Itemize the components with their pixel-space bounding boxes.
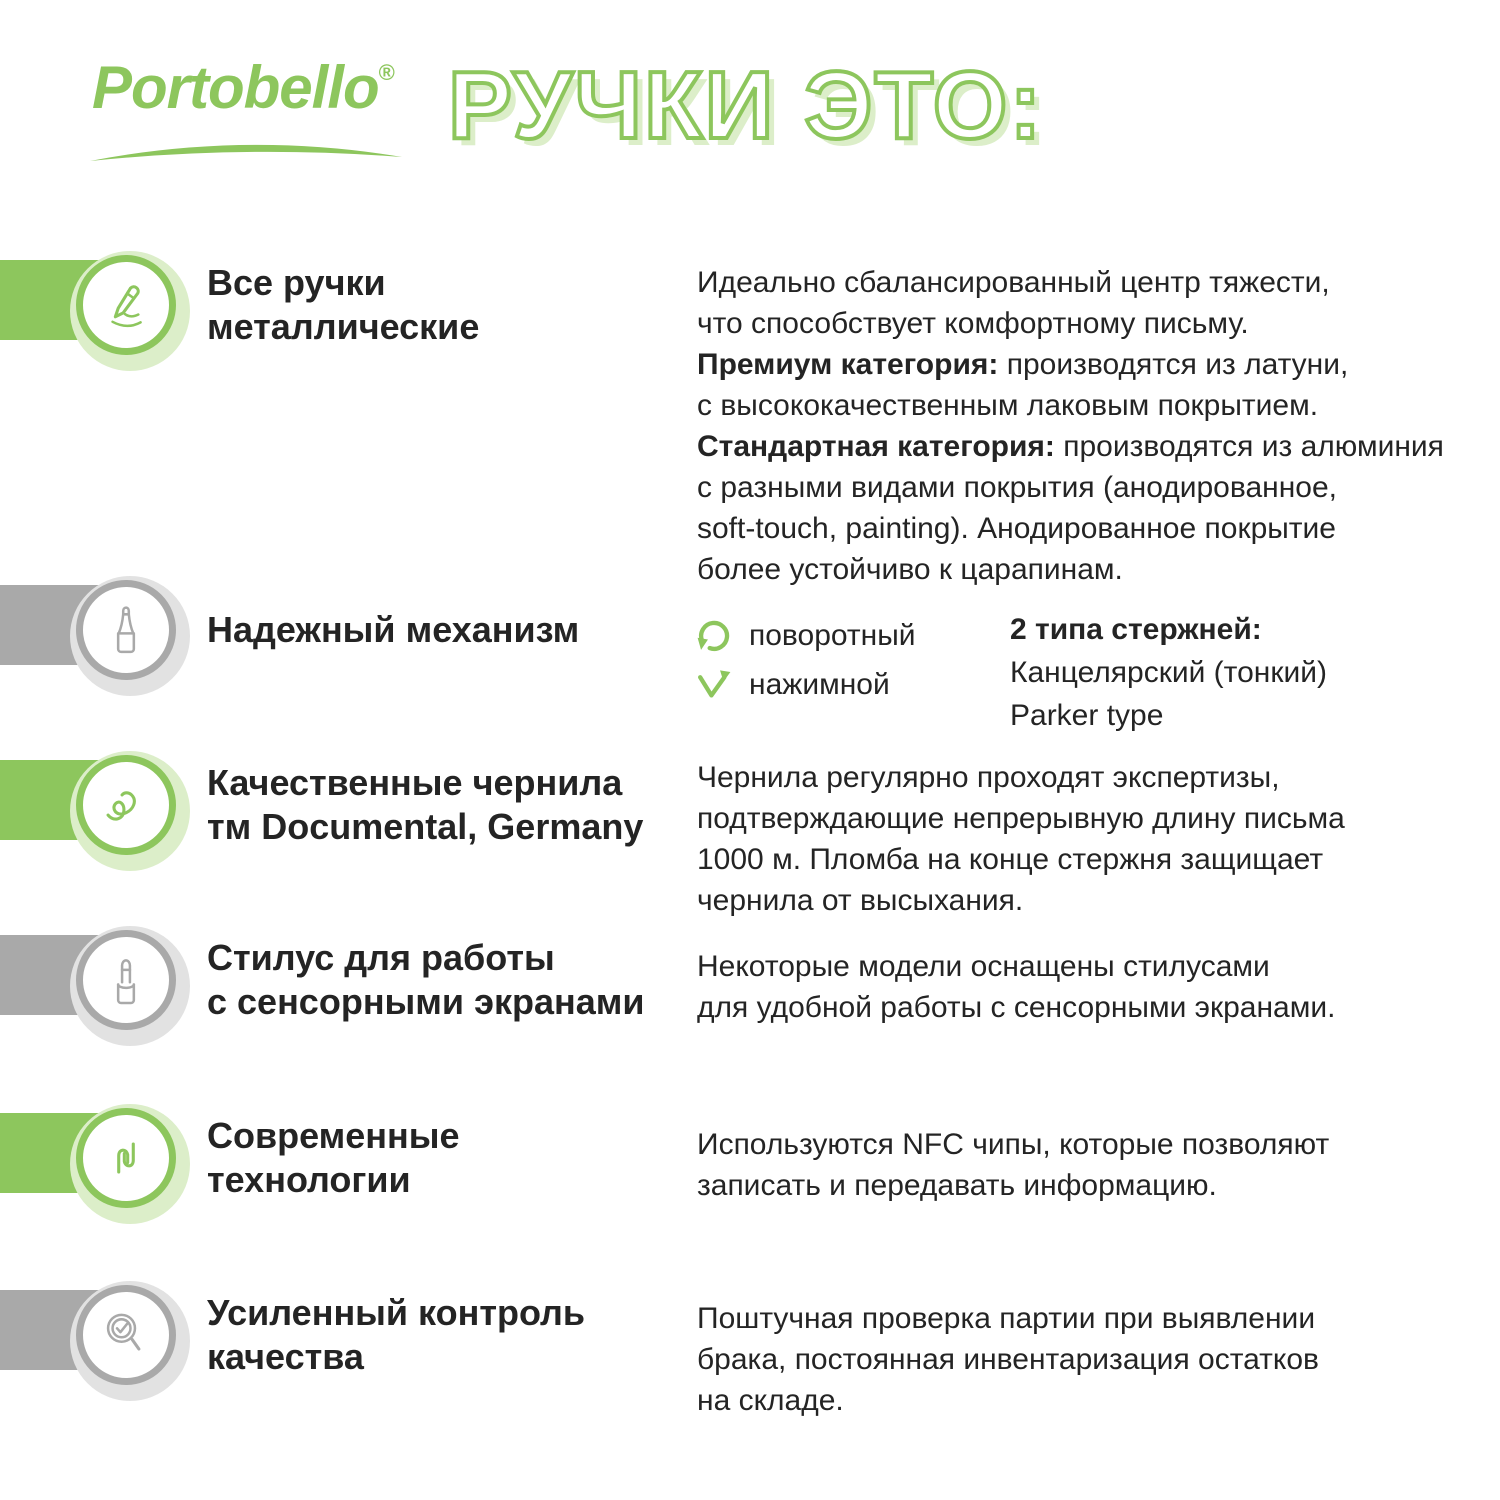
heading-line: Все ручки bbox=[207, 262, 386, 303]
feature-row-mechanism bbox=[0, 550, 1500, 732]
heading-line: технологии bbox=[207, 1159, 411, 1200]
description-line: Стандартная категория: производятся из алюминия bbox=[697, 430, 1444, 463]
feature-description bbox=[697, 946, 1335, 1028]
page-title: РУЧКИ ЭТО: bbox=[448, 52, 1044, 159]
description-line: Премиум категория: производятся из латуни, bbox=[697, 348, 1349, 381]
brand-name: Portobello bbox=[92, 54, 379, 121]
description-line: на складе. bbox=[697, 1384, 844, 1417]
brand-logo bbox=[92, 54, 412, 121]
logo-swoosh bbox=[86, 140, 406, 166]
description-line: что способствует комфортному письму. bbox=[697, 307, 1249, 340]
feature-description bbox=[697, 262, 1444, 590]
description-line: Некоторые модели оснащены стилусами bbox=[697, 950, 1270, 983]
description-line: 1000 м. Пломба на конце стержня защищает bbox=[697, 843, 1324, 876]
feature-row-nfc bbox=[0, 1078, 1500, 1238]
mechanism-label: поворотный bbox=[749, 618, 916, 652]
mechanism-label: нажимной bbox=[749, 667, 890, 701]
description-line: подтверждающие непрерывную длину письма bbox=[697, 802, 1345, 835]
description-line: брака, постоянная инвентаризация остатков bbox=[697, 1343, 1319, 1376]
pen-in-hand-icon bbox=[98, 277, 154, 333]
feature-description bbox=[697, 757, 1345, 921]
description-line: с высококачественным лаковым покрытием. bbox=[697, 389, 1319, 422]
mechanism-item bbox=[695, 660, 916, 709]
feature-row-ink bbox=[0, 725, 1500, 917]
description-line: Идеально сбалансированный центр тяжести, bbox=[697, 266, 1330, 299]
description-line: более устойчиво к царапинам. bbox=[697, 553, 1123, 586]
registered-mark: ® bbox=[378, 60, 394, 85]
heading-line: тм Documental, Germany bbox=[207, 806, 644, 847]
stylus-icon bbox=[98, 952, 154, 1008]
feature-heading bbox=[207, 1255, 585, 1415]
refill-types-title: 2 типа стержней: bbox=[1010, 613, 1262, 646]
press-arrow-icon bbox=[695, 666, 733, 704]
mechanism-list bbox=[695, 611, 916, 709]
description-line: записать и передавать информацию. bbox=[697, 1169, 1217, 1202]
feature-heading bbox=[207, 1078, 460, 1238]
feature-heading bbox=[207, 900, 645, 1060]
feature-row-quality bbox=[0, 1255, 1500, 1415]
feature-heading bbox=[207, 550, 579, 710]
description-line: Используются NFC чипы, которые позволяют bbox=[697, 1128, 1330, 1161]
description-line: Поштучная проверка партии при выявлении bbox=[697, 1302, 1316, 1335]
feature-row-metal bbox=[0, 225, 1500, 586]
feature-row-stylus bbox=[0, 900, 1500, 1060]
feature-heading bbox=[207, 225, 479, 385]
brand-logo-text bbox=[92, 54, 412, 121]
description-line: Чернила регулярно проходят экспертизы, bbox=[697, 761, 1280, 794]
feature-description bbox=[697, 1124, 1329, 1206]
mechanism-item bbox=[695, 611, 916, 660]
refill-types bbox=[1010, 608, 1327, 737]
heading-line: Качественные чернила bbox=[207, 762, 623, 803]
magnifier-check-icon bbox=[98, 1307, 154, 1363]
description-line: soft-touch, painting). Анодированное покрытие bbox=[697, 512, 1336, 545]
nfc-icon bbox=[98, 1130, 154, 1186]
heading-line: с сенсорными экранами bbox=[207, 981, 645, 1022]
refill-type-item: Канцелярский (тонкий) bbox=[1010, 656, 1327, 689]
heading-line: Надежный механизм bbox=[207, 609, 580, 650]
heading-line: Современные bbox=[207, 1115, 460, 1156]
refill-type-item: Parker type bbox=[1010, 699, 1164, 732]
ink-scribble-icon bbox=[98, 777, 154, 833]
heading-line: качества bbox=[207, 1336, 364, 1377]
heading-line: металлические bbox=[207, 306, 480, 347]
description-line: с разными видами покрытия (анодированное, bbox=[697, 471, 1337, 504]
feature-heading bbox=[207, 725, 643, 885]
heading-line: Стилус для работы bbox=[207, 937, 555, 978]
rotate-arrow-icon bbox=[695, 617, 733, 655]
description-line: чернила от высыхания. bbox=[697, 884, 1024, 917]
heading-line: Усиленный контроль bbox=[207, 1292, 586, 1333]
feature-description bbox=[697, 1298, 1319, 1421]
description-line: для удобной работы с сенсорными экранами. bbox=[697, 991, 1336, 1024]
pen-tip-icon bbox=[98, 602, 154, 658]
